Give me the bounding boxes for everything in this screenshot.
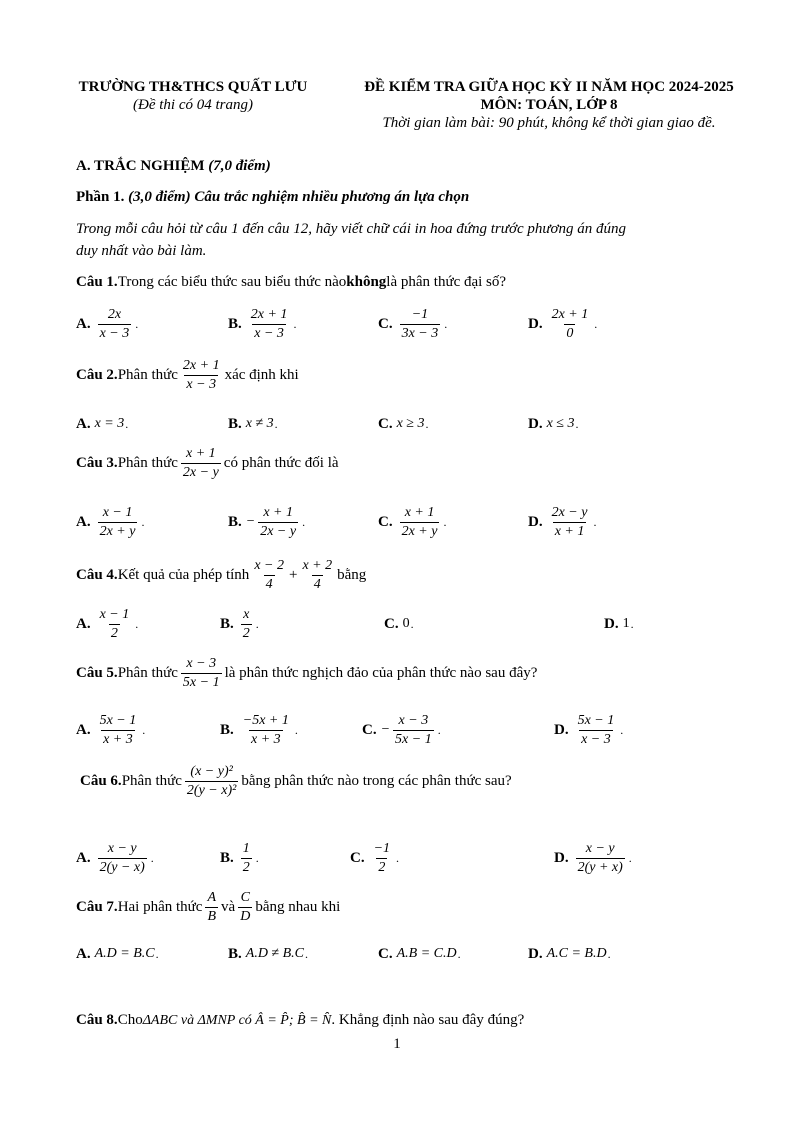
period: . <box>150 850 154 865</box>
question-4 <box>76 558 366 593</box>
option-letter: D. <box>554 721 569 738</box>
option-letter: A. <box>76 415 91 432</box>
fraction <box>181 358 222 393</box>
numerator: x + 2 <box>302 558 333 573</box>
question-text: bằng phân thức nào trong các phân thức sau? <box>241 773 512 789</box>
option-letter: C. <box>378 945 393 962</box>
option-b <box>228 404 278 444</box>
option-letter: D. <box>604 615 619 632</box>
option-a <box>76 304 138 344</box>
option-a <box>76 934 159 974</box>
option-c <box>378 304 447 344</box>
option-letter: D. <box>528 513 543 530</box>
question-label: Câu 3. <box>76 455 118 471</box>
option-math: A.D ≠ B.C <box>245 946 305 961</box>
option-letter: B. <box>228 315 242 332</box>
question-text: là phân thức nghịch đảo của phân thức nào sau đây? <box>224 665 538 681</box>
question-6-options <box>76 838 756 878</box>
option-d <box>528 404 579 444</box>
denominator: 5x − 1 <box>182 675 220 690</box>
section-a-title <box>76 158 271 175</box>
option-math: x ≥ 3 <box>396 416 425 431</box>
period: . <box>628 850 632 865</box>
period: . <box>305 946 309 961</box>
numerator: A <box>207 890 217 905</box>
numerator: x − 3 <box>186 656 217 671</box>
denominator: x − 3 <box>186 377 217 392</box>
page-count-note: (Đề thi có 04 trang) <box>133 97 253 113</box>
option-d <box>604 604 634 644</box>
option-letter: A. <box>76 945 91 962</box>
option-math: A.C = B.D <box>546 946 607 961</box>
header-right <box>334 78 764 132</box>
denominator: 2x − y <box>182 465 219 480</box>
numerator: 2x + 1 <box>182 358 220 373</box>
period: . <box>125 416 129 431</box>
numerator: x + 1 <box>263 504 293 520</box>
option-letter: C. <box>378 513 393 530</box>
question-label: Câu 6. <box>80 773 122 789</box>
denominator: B <box>207 909 217 924</box>
denominator: 2x + y <box>401 523 438 539</box>
option-c <box>350 838 399 878</box>
numerator: 2x − y <box>551 504 588 520</box>
denominator: 4 <box>265 577 273 592</box>
question-5-options <box>76 710 756 750</box>
denominator: x − 3 <box>254 325 284 341</box>
question-3-options <box>76 502 756 542</box>
question-text: bằng <box>337 567 367 583</box>
fraction <box>258 505 298 540</box>
question-label: Câu 4. <box>76 567 118 583</box>
exam-title: ĐỀ KIỂM TRA GIỮA HỌC KỲ II NĂM HỌC 2024-2025 <box>364 79 734 95</box>
fraction <box>400 505 440 540</box>
period: . <box>135 316 139 331</box>
time-note: Thời gian làm bài: 90 phút, không kể thời gian giao đề. <box>382 115 716 131</box>
option-letter: A. <box>76 315 91 332</box>
period: . <box>294 722 298 737</box>
fraction <box>181 656 222 691</box>
numerator: x + 1 <box>186 446 216 461</box>
denominator: 5x − 1 <box>395 731 432 747</box>
minus-sign: − <box>245 514 256 529</box>
question-1-options <box>76 304 756 344</box>
option-letter: D. <box>528 315 543 332</box>
fraction <box>241 713 291 748</box>
period: . <box>437 722 441 737</box>
option-letter: D. <box>528 415 543 432</box>
option-letter: B. <box>228 513 242 530</box>
period: . <box>594 316 598 331</box>
option-a <box>76 502 144 542</box>
part1-label: Phần 1. <box>76 189 129 205</box>
fraction <box>252 558 286 593</box>
fraction <box>372 841 392 876</box>
option-c <box>384 604 414 644</box>
question-text: và <box>221 899 236 915</box>
denominator: 2 <box>242 625 250 641</box>
question-2-options <box>76 404 756 444</box>
option-letter: B. <box>228 415 242 432</box>
fraction <box>393 713 434 748</box>
numerator: x <box>243 606 250 622</box>
numerator: 2x + 1 <box>551 306 589 322</box>
period: . <box>410 616 414 631</box>
denominator: x − 3 <box>99 325 130 341</box>
numerator: x − 3 <box>398 712 429 728</box>
option-letter: C. <box>378 415 393 432</box>
question-6 <box>80 764 512 799</box>
fraction <box>98 713 139 748</box>
section-a-label: A. TRẮC NGHIỆM <box>76 158 209 174</box>
denominator: x + 3 <box>250 731 281 747</box>
fraction <box>550 307 591 342</box>
period: . <box>444 316 448 331</box>
fraction <box>550 505 590 540</box>
fraction <box>300 558 334 593</box>
option-b <box>220 604 259 644</box>
option-d <box>554 710 623 750</box>
option-letter: A. <box>76 513 91 530</box>
period: . <box>457 946 461 961</box>
option-letter: B. <box>220 849 234 866</box>
question-text: Phân thức <box>121 773 182 789</box>
fraction <box>238 890 252 925</box>
numerator: −1 <box>373 840 391 856</box>
option-b <box>228 934 308 974</box>
question-5 <box>76 656 537 691</box>
denominator: 2 <box>110 625 118 641</box>
plus-sign: + <box>288 567 298 583</box>
numerator: 2x + 1 <box>250 306 288 322</box>
school-name: TRƯỜNG TH&THCS QUẤT LƯU <box>78 79 308 95</box>
fraction <box>185 764 238 799</box>
question-text: bằng nhau khi <box>255 899 341 915</box>
question-text: . Khẳng định nào sau đây đúng? <box>331 1012 525 1028</box>
numerator: x + 1 <box>404 504 435 520</box>
question-text: Phân thức <box>117 455 178 471</box>
question-emphasis: không <box>346 274 387 290</box>
period: . <box>155 946 159 961</box>
numerator: x − 1 <box>99 606 130 622</box>
option-a <box>76 710 145 750</box>
denominator: x + 1 <box>554 523 585 539</box>
denominator: 0 <box>566 325 574 341</box>
option-letter: A. <box>76 721 91 738</box>
fraction <box>98 607 132 642</box>
option-letter: C. <box>384 615 399 632</box>
fraction <box>576 841 625 876</box>
option-letter: A. <box>76 849 91 866</box>
option-letter: D. <box>554 849 569 866</box>
option-b <box>220 838 259 878</box>
option-c <box>378 404 429 444</box>
question-7-options <box>76 934 756 974</box>
period: . <box>607 946 611 961</box>
period: . <box>135 616 139 631</box>
period: . <box>141 514 145 529</box>
period: . <box>425 416 429 431</box>
denominator: x + 3 <box>103 731 133 747</box>
numerator: x − y <box>585 840 615 856</box>
option-d <box>528 934 611 974</box>
option-letter: D. <box>528 945 543 962</box>
period: . <box>142 722 146 737</box>
denominator: 2x + y <box>99 523 136 539</box>
option-a <box>76 604 138 644</box>
option-c <box>378 934 461 974</box>
denominator: 2(y + x) <box>577 859 623 875</box>
part1-instruction-1: Trong mỗi câu hỏi từ câu 1 đến câu 12, hãy viết chữ cái in hoa đứng trước phương án đúng <box>76 221 627 237</box>
period: . <box>274 416 278 431</box>
question-1 <box>76 274 506 291</box>
question-8 <box>76 1012 524 1029</box>
question-label: Câu 1. <box>76 274 118 290</box>
fraction <box>241 607 252 642</box>
question-text: xác định khi <box>224 367 299 383</box>
section-a-points: (7,0 điểm) <box>208 158 271 174</box>
period: . <box>593 514 597 529</box>
option-math: x ≠ 3 <box>245 416 274 431</box>
option-math: x = 3 <box>94 416 125 431</box>
question-math: ΔABC và ΔMNP có Â = P̂; B̂ = N̂ <box>142 1012 332 1028</box>
question-text: Trong các biểu thức sau biểu thức nào <box>117 274 347 290</box>
option-letter: B. <box>220 721 234 738</box>
numerator: −5x + 1 <box>242 712 289 728</box>
numerator: 1 <box>242 840 250 856</box>
numerator: x − 2 <box>254 558 284 573</box>
option-math: 1 <box>622 616 630 631</box>
question-text: Phân thức <box>117 665 178 681</box>
option-a <box>76 404 128 444</box>
period: . <box>255 850 259 865</box>
option-b <box>228 502 305 542</box>
period: . <box>396 850 400 865</box>
question-text: có phân thức đối là <box>223 455 339 471</box>
option-letter: B. <box>220 615 234 632</box>
fraction <box>98 307 132 342</box>
option-math: A.D = B.C <box>94 946 155 961</box>
option-math: x ≤ 3 <box>546 416 575 431</box>
page-number: 1 <box>393 1036 401 1052</box>
fraction <box>98 505 138 540</box>
header-left <box>58 78 328 114</box>
option-d <box>528 502 596 542</box>
option-c <box>362 710 441 750</box>
option-b <box>228 304 296 344</box>
question-text: Hai phân thức <box>117 899 203 915</box>
question-text: Phân thức <box>117 367 178 383</box>
option-d <box>528 304 597 344</box>
option-letter: B. <box>228 945 242 962</box>
fraction <box>249 307 290 342</box>
denominator: x − 3 <box>581 731 611 747</box>
numerator: x − y <box>107 840 137 856</box>
denominator: 2x − y <box>260 523 297 539</box>
option-letter: A. <box>76 615 91 632</box>
fraction <box>400 307 441 342</box>
question-text: Cho <box>117 1012 143 1028</box>
denominator: 4 <box>313 577 321 592</box>
period: . <box>302 514 306 529</box>
numerator: 5x − 1 <box>577 712 615 728</box>
period: . <box>255 616 259 631</box>
numerator: −1 <box>411 306 429 322</box>
numerator: (x − y)² <box>190 764 233 779</box>
question-7 <box>76 890 340 925</box>
question-4-options <box>76 604 756 644</box>
fraction <box>576 713 617 748</box>
question-3 <box>76 446 339 481</box>
denominator: 2 <box>378 859 386 875</box>
part1-title <box>76 189 469 206</box>
numerator: C <box>240 890 250 905</box>
period: . <box>443 514 447 529</box>
period: . <box>575 416 579 431</box>
denominator: 2 <box>242 859 250 875</box>
numerator: 2x <box>107 306 122 322</box>
question-label: Câu 8. <box>76 1012 118 1028</box>
option-math: 0 <box>402 616 410 631</box>
numerator: x − 1 <box>102 504 133 520</box>
numerator: 5x − 1 <box>99 712 137 728</box>
period: . <box>293 316 297 331</box>
fraction <box>98 841 147 876</box>
denominator: D <box>240 909 251 924</box>
option-a <box>76 838 154 878</box>
minus-sign: − <box>380 722 391 737</box>
option-letter: C. <box>378 315 393 332</box>
option-letter: C. <box>362 721 377 738</box>
question-label: Câu 5. <box>76 665 118 681</box>
subject: MÔN: TOÁN, LỚP 8 <box>480 97 618 113</box>
part1-heading: (3,0 điểm) Câu trắc nghiệm nhiều phương án lựa chọn <box>128 189 470 205</box>
part1-instruction-2: duy nhất vào bài làm. <box>76 243 207 259</box>
option-b <box>220 710 298 750</box>
question-2 <box>76 358 299 393</box>
fraction <box>241 841 252 876</box>
denominator: 2(y − x)² <box>186 783 237 798</box>
period: . <box>630 616 634 631</box>
option-d <box>554 838 632 878</box>
denominator: 2(y − x) <box>99 859 145 875</box>
question-label: Câu 2. <box>76 367 118 383</box>
question-text: Kết quả của phép tính <box>117 567 250 583</box>
question-label: Câu 7. <box>76 899 118 915</box>
fraction <box>181 446 221 481</box>
denominator: 3x − 3 <box>401 325 439 341</box>
fraction <box>205 890 218 925</box>
option-letter: C. <box>350 849 365 866</box>
option-math: A.B = C.D <box>396 946 457 961</box>
question-text: là phân thức đại số? <box>386 274 507 290</box>
option-c <box>378 502 446 542</box>
period: . <box>620 722 624 737</box>
